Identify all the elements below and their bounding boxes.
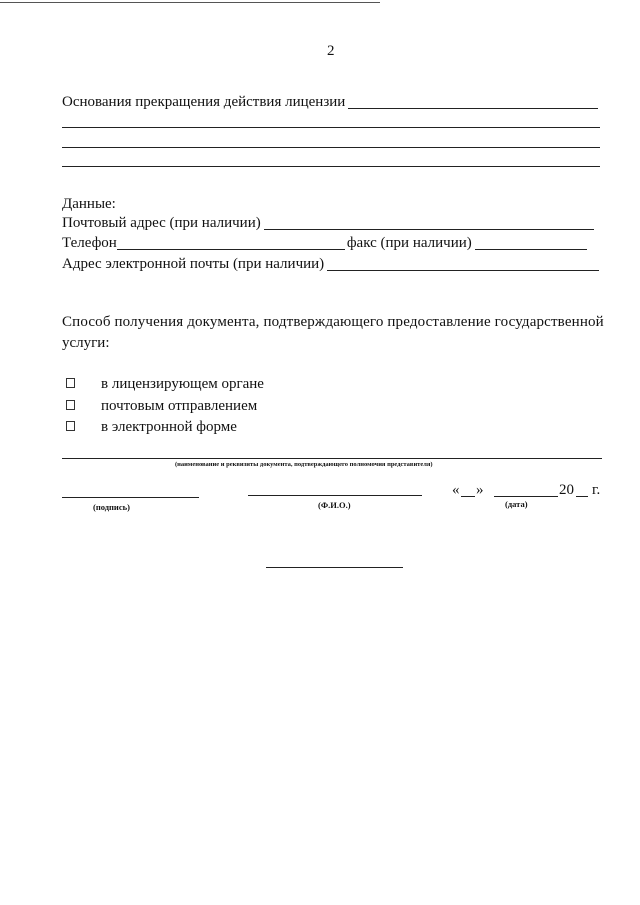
representative-doc-caption: (наименование и реквизиты документа, подтверждающего полномочия представителя) bbox=[175, 461, 433, 468]
grounds-label: Основания прекращения действия лицензии bbox=[62, 94, 346, 110]
email-label: Адрес электронной почты (при наличии) bbox=[62, 256, 325, 272]
fio-caption: (Ф.И.О.) bbox=[318, 500, 351, 510]
option-label-1: в лицензирующем органе bbox=[101, 376, 264, 392]
email-field bbox=[62, 255, 599, 273]
signature-caption: (подпись) bbox=[93, 502, 130, 512]
postal-field bbox=[62, 214, 594, 232]
date-year-suffix: г. bbox=[592, 482, 601, 498]
option-checkbox-1[interactable] bbox=[66, 378, 75, 388]
data-heading: Данные: bbox=[62, 196, 116, 212]
option-label-2: почтовым отправлением bbox=[101, 398, 258, 414]
method-text-line2: услуги: bbox=[62, 335, 110, 351]
date-year-line[interactable] bbox=[576, 496, 588, 497]
fio-line[interactable] bbox=[248, 495, 422, 496]
grounds-input[interactable] bbox=[348, 94, 598, 109]
postal-input[interactable] bbox=[264, 215, 594, 230]
grounds-line-3[interactable] bbox=[62, 147, 600, 148]
grounds-field bbox=[62, 93, 598, 111]
grounds-line-2[interactable] bbox=[62, 127, 600, 128]
postal-label: Почтовый адрес (при наличии) bbox=[62, 215, 261, 231]
option-checkbox-2[interactable] bbox=[66, 400, 75, 410]
representative-doc-line[interactable] bbox=[62, 458, 602, 459]
date-year-prefix: 20 bbox=[559, 482, 574, 498]
date-close-quote: » bbox=[476, 482, 484, 498]
option-checkbox-3[interactable] bbox=[66, 421, 75, 431]
date-open-quote: « bbox=[452, 482, 460, 498]
scan-top-edge bbox=[0, 0, 380, 3]
closing-separator bbox=[266, 567, 403, 568]
phone-label: Телефон bbox=[62, 235, 117, 251]
method-text-line1: Способ получения документа, подтверждающего предоставление государственной bbox=[62, 314, 604, 330]
grounds-line-4[interactable] bbox=[62, 166, 600, 167]
fax-label: факс (при наличии) bbox=[346, 235, 472, 251]
option-label-3: в электронной форме bbox=[101, 419, 237, 435]
fax-input[interactable] bbox=[475, 235, 587, 250]
date-day-line[interactable] bbox=[461, 496, 475, 497]
signature-line[interactable] bbox=[62, 497, 199, 498]
phone-input[interactable] bbox=[117, 235, 345, 250]
page-number: 2 bbox=[327, 43, 335, 59]
date-month-line[interactable] bbox=[494, 496, 558, 497]
date-caption: (дата) bbox=[505, 499, 528, 509]
email-input[interactable] bbox=[327, 256, 599, 271]
phone-fax-field bbox=[62, 234, 587, 252]
